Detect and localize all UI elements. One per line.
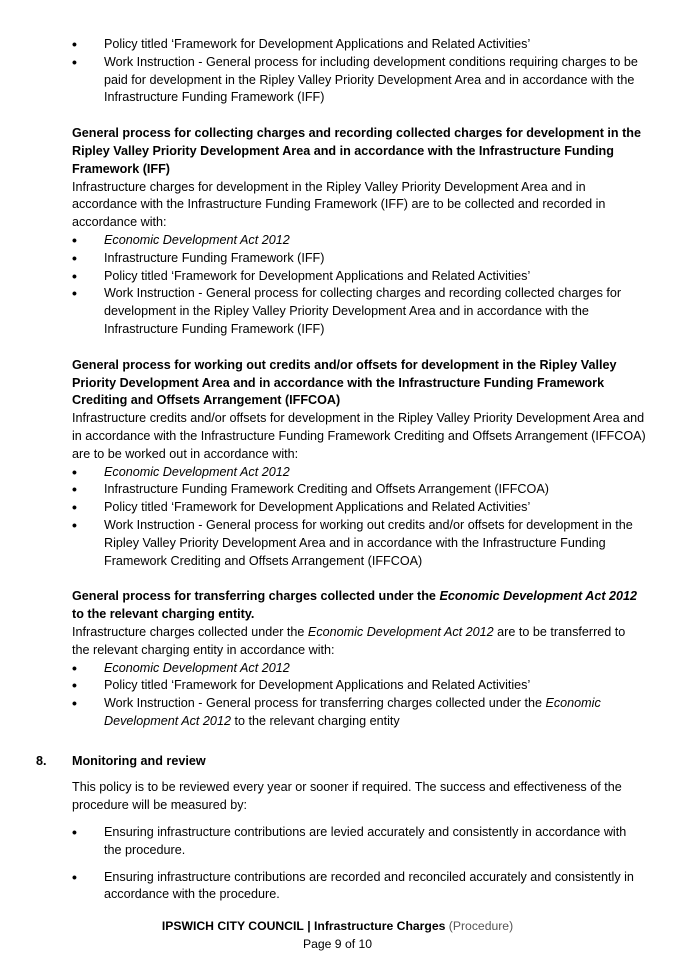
list-item: • Policy titled ‘Framework for Development Applications and Related Activities’ [72,677,646,695]
paragraph: Infrastructure charges for development in the Ripley Valley Priority Development Area and in accordance with the Infrastructure Funding Framework (IFF) are to be collected and recorded in accordance with: [72,179,606,230]
list-item: • Economic Development Act 2012 [72,660,646,678]
paragraph: Infrastructure charges collected under the Economic Development Act 2012 are to be transferred to the relevant charging entity in accordance with: [72,624,626,657]
section-heading: General process for transferring charges collected under the Economic Development Act 2012 to the relevant charging entity. [72,589,638,622]
list-item: • Economic Development Act 2012 [72,464,646,482]
section-heading: General process for working out credits and/or offsets for development in the Ripley Valley Priority Development Area and in accordance with the Infrastructure Funding Framework Crediting and Offsets Arrangement (IFFCOA) [72,357,617,408]
footer-doc-type: (Procedure) [448,919,514,933]
bullet-list [72,36,646,107]
list-item: • Ensuring infrastructure contributions are recorded and reconciled accurately and consistently in accordance with the procedure. [72,869,646,905]
list-item: • Infrastructure Funding Framework (IFF) [72,250,646,268]
page-number: Page 9 of 10 [302,937,373,951]
list-item: • Work Instruction - General process for working out credits and/or offsets for development in the Ripley Valley Priority Development Area and in accordance with the Infrastructure Funding Framework Crediting and Offsets Arrangement (IFFCOA) [72,517,646,570]
list-item: • Work Instruction - General process for collecting charges and recording collected charges for development in the Ripley Valley Priority Development Area and in accordance with the Infrastructure Funding Framework (IFF) [72,285,646,338]
bullet-list [72,824,646,904]
footer-doc-title: Infrastructure Charges [314,919,446,933]
page-footer [0,917,675,953]
paragraph: This policy is to be reviewed every year or sooner if required. The success and effectiveness of the procedure will be measured by: [72,780,622,813]
paragraph: Infrastructure credits and/or offsets for development in the Ripley Valley Priority Development Area and in accordance with the Infrastructure Funding Framework Crediting and Offsets Arrangement (IFFCOA) are to be worked out in accordance with: [72,411,646,461]
list-item: • Infrastructure Funding Framework Crediting and Offsets Arrangement (IFFCOA) [72,481,646,499]
section-heading: General process for collecting charges and recording collected charges for development in the Ripley Valley Priority Development Area and in accordance with the Infrastructure Funding Framework (IFF) [72,126,641,176]
list-item: • Policy titled ‘Framework for Development Applications and Related Activities’ [72,36,646,54]
list-item: • Ensuring infrastructure contributions are levied accurately and consistently in accordance with the procedure. [72,824,646,860]
section-title-row [36,753,646,771]
section-monitoring-review [36,753,646,905]
list-item: • Policy titled ‘Framework for Development Applications and Related Activities’ [72,268,646,286]
document-page [36,36,646,904]
footer-title [0,917,675,935]
list-item: • Economic Development Act 2012 [72,232,646,250]
bullet-list [72,464,646,571]
list-item: • Policy titled ‘Framework for Development Applications and Related Activities’ [72,499,646,517]
footer-org: IPSWICH CITY COUNCIL [161,919,304,933]
list-item: • Work Instruction - General process for transferring charges collected under the Economic Development Act 2012 to the relevant charging entity [72,695,646,731]
footer-separator: | [307,919,311,933]
section-title: Monitoring and review [72,753,206,768]
bullet-list [72,660,646,731]
section-number: 8. [36,753,47,768]
list-item: • Work Instruction - General process for including development conditions requiring charges to be paid for development in the Ripley Valley Priority Development Area and in accordance with the Infrastructure Funding Framework (IFF) [72,54,646,107]
bullet-list [72,232,646,339]
